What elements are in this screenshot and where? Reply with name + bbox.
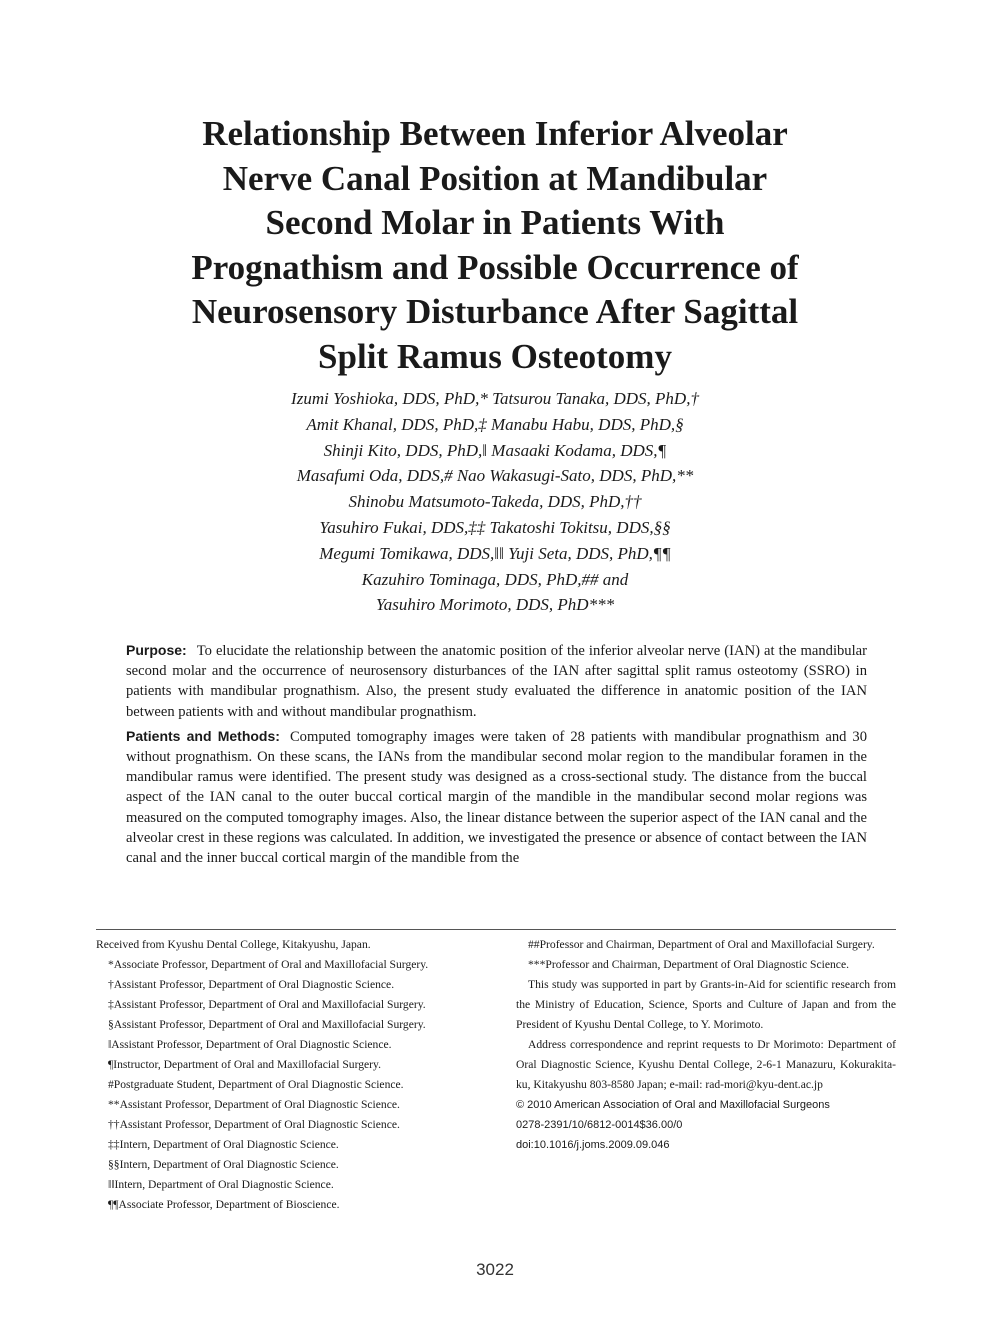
footnote-affiliation: ‡‡Intern, Department of Oral Diagnostic Science. — [108, 1138, 339, 1151]
author-line: Shinobu Matsumoto-Takeda, DDS, PhD,†† — [348, 492, 642, 512]
footnote-chairman: ##Professor and Chairman, Department of Oral and Maxillofacial Surgery. — [528, 938, 875, 951]
page-number: 3022 — [476, 1260, 514, 1279]
author-line: Megumi Tomikawa, DDS,‖‖ Yuji Seta, DDS, PhD,¶¶ — [319, 543, 671, 563]
copyright-line: © 2010 American Association of Oral and Maxillofacial Surgeons — [516, 1099, 830, 1111]
footnote-affiliation: †Assistant Professor, Department of Oral Diagnostic Science. — [108, 978, 395, 991]
footnote-affiliation: ¶Instructor, Department of Oral and Maxillofacial Surgery. — [108, 1058, 381, 1071]
footnote-affiliation: ‖Assistant Professor, Department of Oral Diagnostic Science. — [108, 1038, 392, 1051]
title-line: Second Molar in Patients With — [265, 203, 725, 242]
title-line: Relationship Between Inferior Alveolar — [202, 114, 788, 153]
email-link[interactable]: rad-mori@kyu-dent.ac.jp — [705, 1078, 823, 1091]
author-line: Masafumi Oda, DDS,# Nao Wakasugi-Sato, DDS, PhD,** — [296, 466, 694, 486]
issn-line: 0278-2391/10/6812-0014$36.00/0 — [516, 1119, 683, 1131]
footnote-divider — [96, 929, 896, 930]
purpose-text: To elucidate the relationship between the anatomic position of the inferior alveolar nerve (IAN) at the mandibular second molar and the occurrence of neurosensory disturbances of the IAN after sagittal split ramus osteotomy (SSRO) in patients with mandibular prognathism. Also, the present study evaluated the difference in anatomic position of the IAN between patients with and without mandibular prognathism. — [126, 643, 867, 720]
footnote-affiliation: §Assistant Professor, Department of Oral and Maxillofacial Surgery. — [108, 1018, 426, 1031]
abstract-methods — [126, 726, 867, 868]
article-footnotes — [516, 935, 896, 1155]
affiliation-footnotes — [96, 935, 481, 1215]
article-title — [120, 112, 870, 379]
footnote-affiliation: **Assistant Professor, Department of Oral Diagnostic Science. — [108, 1098, 400, 1111]
methods-label: Patients and Methods: — [126, 727, 280, 744]
abstract — [126, 640, 867, 872]
footnote-affiliation: ‡Assistant Professor, Department of Oral and Maxillofacial Surgery. — [108, 998, 426, 1011]
footnote-address — [516, 1035, 896, 1095]
purpose-label: Purpose: — [126, 642, 187, 658]
author-line: Yasuhiro Morimoto, DDS, PhD*** — [375, 595, 615, 615]
footnote-affiliation: #Postgraduate Student, Department of Oral Diagnostic Science. — [108, 1078, 404, 1091]
author-list — [120, 386, 870, 618]
footnote-affiliation: ¶¶Associate Professor, Department of Bioscience. — [108, 1198, 340, 1211]
footnote-affiliation: ††Assistant Professor, Department of Oral Diagnostic Science. — [108, 1118, 400, 1131]
author-line: Kazuhiro Tominaga, DDS, PhD,## and — [361, 569, 629, 589]
footnote-affiliation: ‖‖Intern, Department of Oral Diagnostic Science. — [108, 1178, 334, 1191]
methods-text: Computed tomography images were taken of 28 patients with mandibular prognathism and 30 without prognathism. On these scans, the IANs from the mandibular second molar region to the mandibular foramen in the mandibular ramus were identified. The present study was designed as a cross-sectional study. The distance from the buccal aspect of the IAN canal to the outer buccal cortical margin of the mandible in the mandibular second molar regions was measured on the computed tomography images. Also, the linear distance between the superior aspect of the IAN canal and the alveolar crest in these regions was calculated. In addition, we investigated the presence or absence of contact between the IAN canal and the inner buccal cortical margin of the mandible from the — [126, 728, 867, 867]
address-text: Address correspondence and reprint requests to Dr Morimoto: Department of Oral Diagnostic Science, Kyushu Dental College, 2-6-1 Manazuru, Kokurakita-ku, Kitakyushu 803-8580 Japan; e-mail: — [516, 1038, 896, 1091]
footnote-affiliation: *Associate Professor, Department of Oral and Maxillofacial Surgery. — [108, 958, 429, 971]
footnote-chairman: ***Professor and Chairman, Department of Oral Diagnostic Science. — [528, 958, 849, 971]
author-line: Yasuhiro Fukai, DDS,‡‡ Takatoshi Tokitsu, DDS,§§ — [319, 517, 671, 537]
author-line: Shinji Kito, DDS, PhD,‖ Masaaki Kodama, DDS,¶ — [323, 440, 667, 460]
title-line: Prognathism and Possible Occurrence of — [191, 247, 799, 287]
title-line: Neurosensory Disturbance After Sagittal — [191, 292, 799, 331]
author-line: Izumi Yoshioka, DDS, PhD,* Tatsurou Tanaka, DDS, PhD,† — [291, 389, 699, 408]
abstract-purpose — [126, 640, 867, 722]
author-line: Amit Khanal, DDS, PhD,‡ Manabu Habu, DDS, PhD,§ — [306, 414, 684, 434]
doi-line: doi:10.1016/j.joms.2009.09.046 — [516, 1139, 670, 1151]
footnote-received: Received from Kyushu Dental College, Kitakyushu, Japan. — [96, 938, 371, 951]
title-line: Split Ramus Osteotomy — [318, 336, 672, 376]
title-line: Nerve Canal Position at Mandibular — [222, 158, 768, 198]
footnote-support: This study was supported in part by Grants-in-Aid for scientific research from the Ministry of Education, Science, Sports and Culture of Japan and from the President of Kyushu Dental College, to Y. Morimoto. — [516, 978, 896, 1031]
footnote-affiliation: §§Intern, Department of Oral Diagnostic Science. — [108, 1158, 339, 1171]
